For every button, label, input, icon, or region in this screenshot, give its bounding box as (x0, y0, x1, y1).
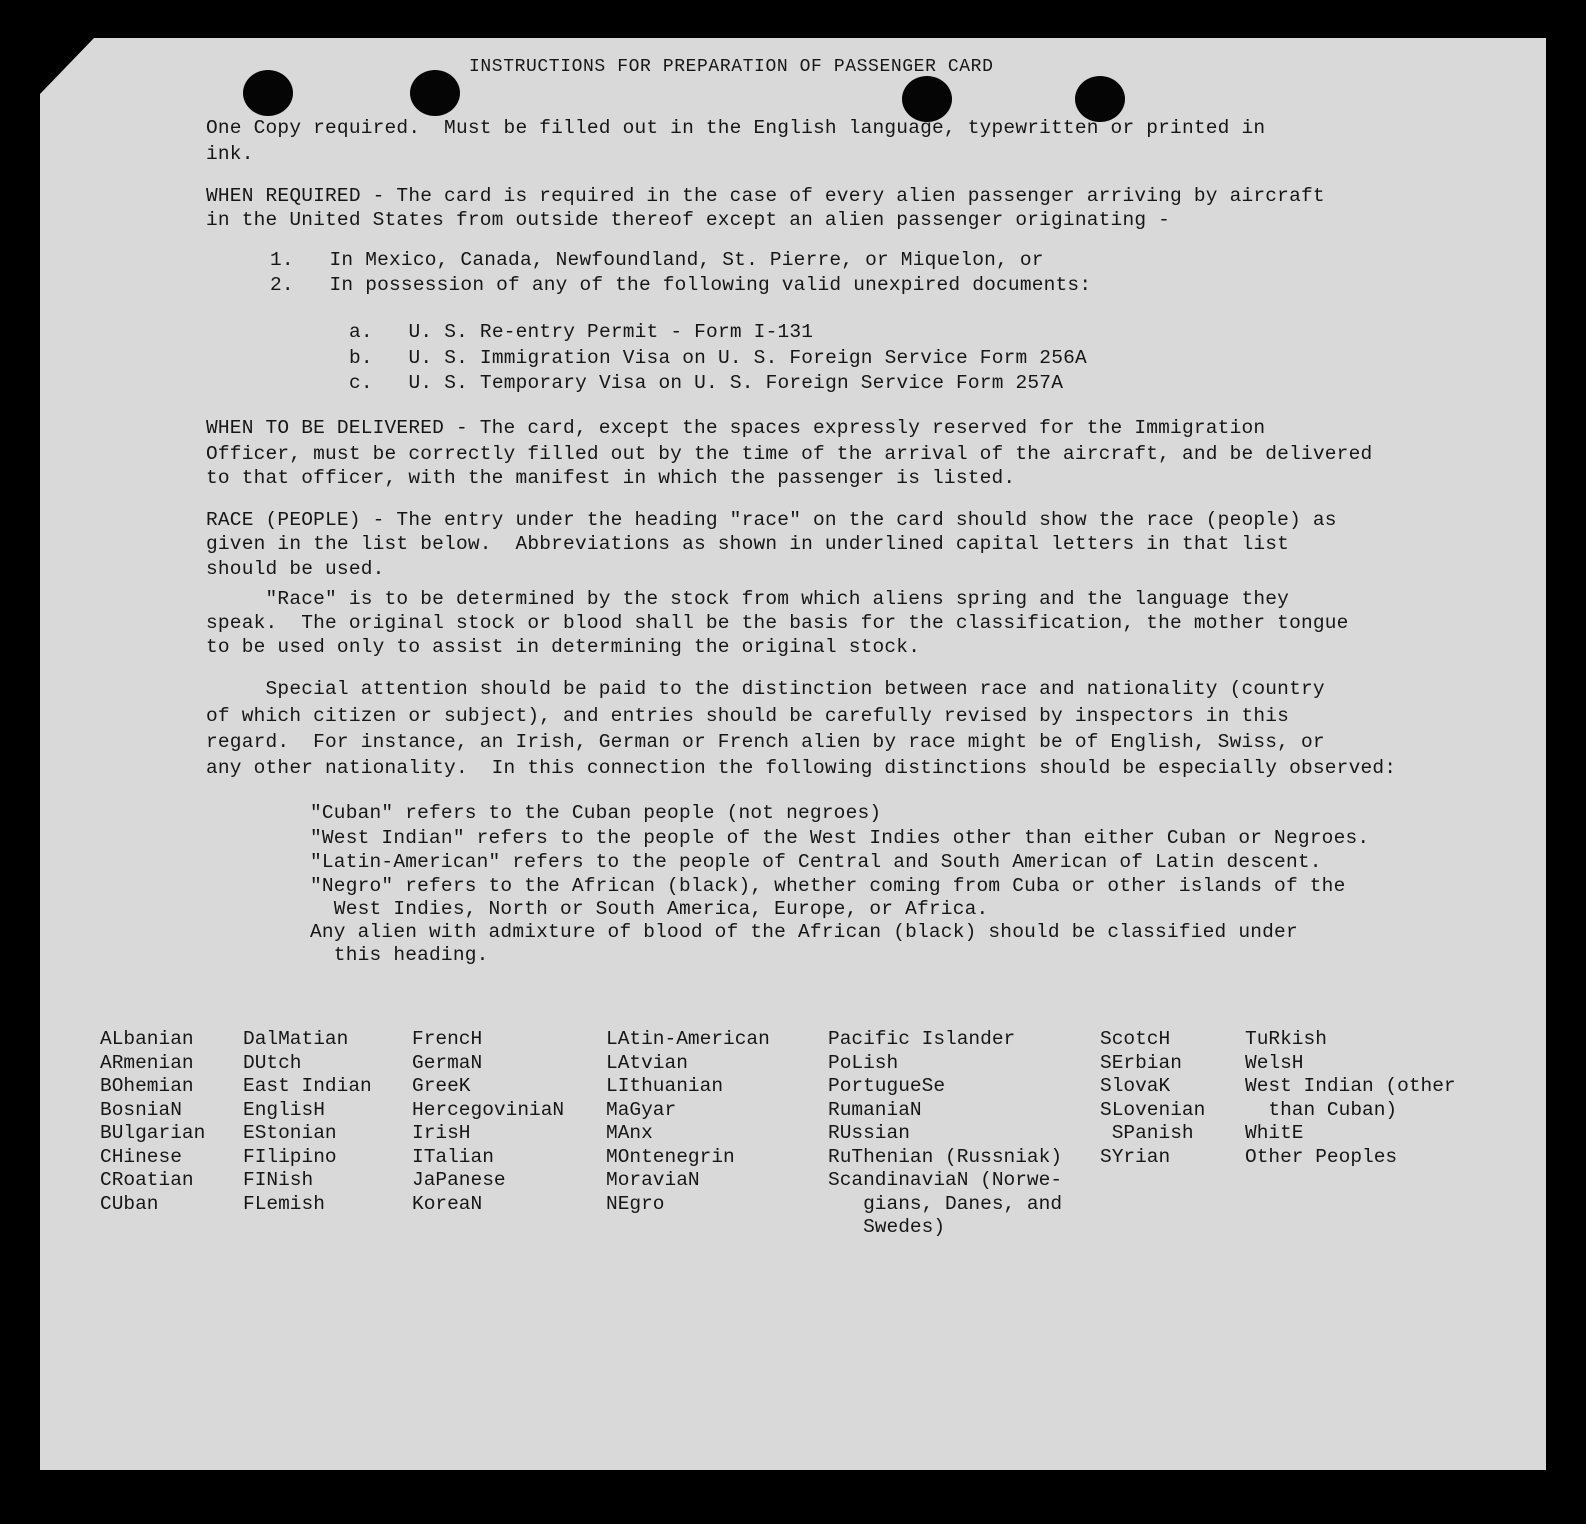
race-item: LAtvian (606, 1051, 688, 1074)
when-delivered-line: to that officer, with the manifest in which the passenger is listed. (206, 467, 1016, 489)
race-item: East Indian (243, 1075, 372, 1097)
race-item: DalMatian (243, 1028, 349, 1050)
race-item: GermaN (412, 1051, 483, 1074)
race-item: BOhemian (100, 1075, 194, 1097)
race-item: WhitE (1245, 1122, 1304, 1144)
race-intro-line: should be used. (206, 558, 385, 580)
race-item: West Indian (other (1245, 1075, 1456, 1097)
race-item: HercegoviniaN (412, 1098, 565, 1121)
race-item: Swedes) (828, 1216, 946, 1238)
race-item: IrisH (412, 1122, 471, 1144)
intro-line: One Copy required. Must be filled out in the English language, typewritten or printed in (206, 117, 1266, 139)
race-item: SErbian (1100, 1051, 1182, 1074)
when-required-line: WHEN REQUIRED - The card is required in the case of every alien passenger arriving by aircraft (206, 185, 1325, 207)
race-item: PoLish (828, 1051, 899, 1074)
race-item: EnglisH (243, 1098, 325, 1121)
race-item: FrencH (412, 1028, 483, 1050)
race-item: RuThenian (Russniak) (828, 1145, 1063, 1168)
race-column-1 (100, 1028, 205, 1216)
distinction-line: "Cuban" refers to the Cuban people (not negroes) (310, 802, 882, 824)
race-item: LIthuanian (606, 1075, 724, 1097)
race-item: BosniaN (100, 1098, 182, 1121)
distinction-line: West Indies, North or South America, Europe, or Africa. (310, 898, 989, 920)
race-item: FINish (243, 1169, 314, 1191)
race-definition-line: speak. The original stock or blood shall be the basis for the classification, the mother tongue (206, 612, 1349, 634)
race-item: BUlgarian (100, 1122, 206, 1144)
race-item: GreeK (412, 1075, 471, 1097)
distinction-line: Any alien with admixture of blood of the African (black) should be classified under (310, 921, 1298, 943)
race-item: FIlipino (243, 1145, 337, 1168)
distinction-line: this heading. (310, 944, 489, 966)
race-column-7 (1245, 1028, 1456, 1169)
distinction-line: "West Indian" refers to the people of the West Indies other than either Cuban or Negroes. (310, 827, 1370, 849)
race-definition-line: "Race" is to be determined by the stock from which aliens spring and the language they (206, 588, 1290, 610)
special-attention-line: Special attention should be paid to the distinction between race and nationality (country (206, 678, 1325, 700)
document-item: a. U. S. Re-entry Permit - Form I-131 (349, 321, 814, 343)
intro-line: ink. (206, 143, 254, 165)
distinction-line: "Negro" refers to the African (black), whether coming from Cuba or other islands of the (310, 875, 1346, 897)
special-attention-line: of which citizen or subject), and entries should be carefully revised by inspectors in this (206, 705, 1290, 727)
race-item: ScandinaviaN (Norwe- (828, 1169, 1063, 1191)
race-intro-line: given in the list below. Abbreviations as shown in underlined capital letters in that list (206, 533, 1290, 555)
race-column-3 (412, 1028, 564, 1216)
numbered-item: 2. In possession of any of the following valid unexpired documents: (270, 274, 1092, 296)
race-item: Pacific Islander (828, 1028, 1016, 1050)
document-item: b. U. S. Immigration Visa on U. S. Foreign Service Form 256A (349, 347, 1087, 369)
race-item: than Cuban) (1245, 1098, 1398, 1121)
race-item: EStonian (243, 1122, 337, 1144)
punch-hole (243, 70, 293, 116)
race-item: PortugueSe (828, 1075, 946, 1097)
when-delivered-line: WHEN TO BE DELIVERED - The card, except the spaces expressly reserved for the Immigration (206, 417, 1266, 439)
race-item: RUssian (828, 1122, 910, 1144)
race-item: MAnx (606, 1122, 653, 1144)
race-item: JaPanese (412, 1169, 506, 1191)
race-item: SYrian (1100, 1145, 1171, 1168)
race-item: LAtin-American (606, 1028, 770, 1050)
race-item: MoraviaN (606, 1169, 700, 1191)
race-item: TuRkish (1245, 1028, 1327, 1050)
special-attention-line: any other nationality. In this connection the following distinctions should be especially observed: (206, 757, 1397, 779)
race-item: DUtch (243, 1051, 302, 1074)
race-item: SLovenian (1100, 1098, 1206, 1121)
race-item: CRoatian (100, 1169, 194, 1191)
race-intro-line: RACE (PEOPLE) - The entry under the heading "race" on the card should show the race (people) as (206, 509, 1337, 531)
race-item: FLemish (243, 1192, 325, 1215)
race-column-6 (1100, 1028, 1205, 1169)
race-item: SlovaK (1100, 1075, 1171, 1097)
when-required-line: in the United States from outside thereof except an alien passenger originating - (206, 209, 1171, 231)
race-item: CUban (100, 1192, 159, 1215)
race-item: ScotcH (1100, 1028, 1171, 1050)
document-item: c. U. S. Temporary Visa on U. S. Foreign Service Form 257A (349, 372, 1064, 394)
race-item: MaGyar (606, 1098, 677, 1121)
page-title: INSTRUCTIONS FOR PREPARATION OF PASSENGER CARD (469, 57, 994, 77)
race-item: MOntenegrin (606, 1145, 735, 1168)
race-item: ALbanian (100, 1028, 194, 1050)
race-item: KoreaN (412, 1192, 483, 1215)
race-item: ARmenian (100, 1051, 194, 1074)
race-column-2 (243, 1028, 372, 1216)
race-item: WelsH (1245, 1051, 1304, 1074)
race-item: NEgro (606, 1192, 665, 1215)
distinction-line: "Latin-American" refers to the people of Central and South American of Latin descent. (310, 851, 1322, 873)
punch-hole (410, 70, 460, 116)
when-delivered-line: Officer, must be correctly filled out by the time of the arrival of the aircraft, and be delivered (206, 443, 1373, 465)
race-column-4 (606, 1028, 770, 1216)
race-item: Other Peoples (1245, 1145, 1398, 1168)
race-item: RumaniaN (828, 1098, 922, 1121)
race-item: CHinese (100, 1145, 182, 1168)
special-attention-line: regard. For instance, an Irish, German or French alien by race might be of English, Swiss, or (206, 731, 1325, 753)
race-item: ITalian (412, 1145, 494, 1168)
race-item: gians, Danes, and (828, 1192, 1063, 1215)
race-item: SPanish (1100, 1122, 1194, 1144)
race-column-5 (828, 1028, 1062, 1240)
numbered-item: 1. In Mexico, Canada, Newfoundland, St. Pierre, or Miquelon, or (270, 249, 1044, 271)
race-definition-line: to be used only to assist in determining the original stock. (206, 636, 921, 658)
